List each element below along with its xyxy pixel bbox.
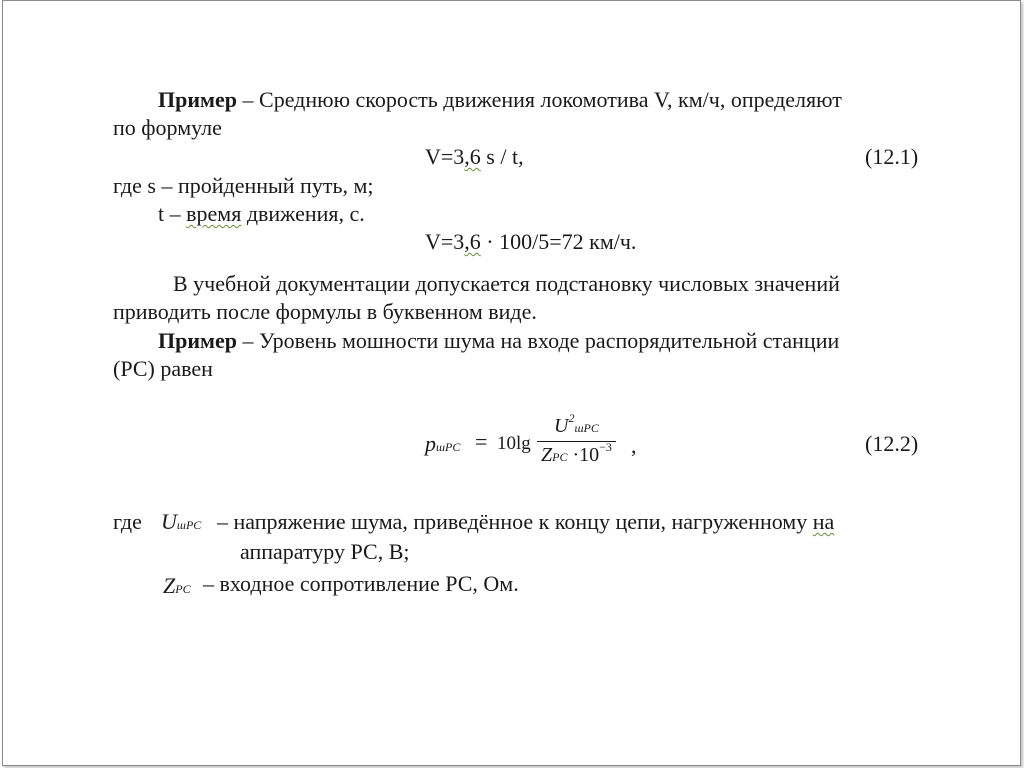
formula-12-2-lhs-sub: шРС [436, 440, 461, 454]
formula-12-1-number: (12.1) [865, 144, 919, 169]
where2-u-main: U [161, 509, 177, 534]
where2-u-desc-line2: аппаратуру РС, В; [240, 539, 410, 564]
formula-numeric-right: · 100/5=72 км/ч. [480, 229, 637, 254]
where2-line1 [113, 509, 142, 535]
where2-u-wavy: на [812, 509, 835, 534]
formula-12-2-func: 10lg [497, 433, 531, 454]
formula-12-2-tail: , [631, 433, 637, 458]
paragraph-line2: приводить после формулы в буквенном виде. [113, 299, 537, 324]
slide-page [2, 0, 1021, 766]
example2-line2: (РС) равен [113, 356, 213, 381]
example1-label: Пример [158, 87, 238, 112]
where2-u-text: – напряжение шума, приведённое к концу цепи, нагруженному [217, 509, 813, 534]
formula-numeric [425, 229, 636, 255]
example1-text: – Среднюю скорость движения локомотива V, км/ч, определяют [237, 87, 842, 112]
formula-12-2-denominator [537, 440, 616, 469]
where1-line2-wavy: время [186, 201, 242, 226]
formula-12-2-den-exp: −3 [599, 440, 612, 454]
formula-12-2-den-mult: ·10 [567, 444, 600, 466]
where1-line2-pre: t – [158, 201, 187, 226]
example2-label: Пример [158, 328, 238, 353]
formula-12-2-eq: = [475, 429, 488, 454]
formula-12-1-left: V=3 [425, 144, 465, 169]
formula-numeric-comma: ,6 [464, 229, 481, 254]
where2-where-word: где [113, 509, 142, 534]
formula-12-2-num-sup: 2 [568, 411, 575, 425]
formula-12-2-num-sub: шРС [574, 421, 599, 435]
formula-12-2-number: (12.2) [865, 431, 919, 456]
where1-line1: где s – пройденный путь, м; [113, 173, 374, 198]
where2-u-symbol [161, 509, 201, 538]
example2-line1 [158, 328, 839, 354]
formula-12-1-comma: ,6 [464, 144, 481, 169]
where2-z-main: Z [163, 573, 176, 598]
where2-z-sub: РС [175, 582, 191, 596]
where2-u-desc [217, 509, 834, 535]
where1-line2 [158, 201, 365, 227]
where1-line2-post: движения, с. [241, 201, 365, 226]
example1-line1 [158, 87, 842, 113]
where2-z-desc: – входное сопротивление РС, Ом. [203, 571, 519, 596]
where2-z-symbol [163, 573, 191, 602]
formula-12-2-lhs [425, 431, 460, 460]
example1-line2: по формуле [113, 115, 222, 140]
formula-12-2-numerator [537, 411, 616, 440]
formula-12-2-num-main: U [554, 415, 569, 437]
formula-12-2-lhs-main: p [425, 431, 436, 456]
formula-12-2-den-main: Z [541, 444, 553, 466]
formula-numeric-left: V=3 [425, 229, 465, 254]
example2-text: – Уровень мошности шума на входе распорядительной станции [237, 328, 840, 353]
formula-12-1 [425, 144, 524, 170]
formula-12-1-right: s / t, [480, 144, 524, 169]
paragraph-line1: В учебной документации допускается подстановку числовых значений [173, 271, 840, 296]
formula-12-2-fraction [537, 411, 616, 469]
where2-u-sub: шРС [176, 518, 202, 532]
formula-12-2-den-sub: РС [552, 450, 568, 464]
